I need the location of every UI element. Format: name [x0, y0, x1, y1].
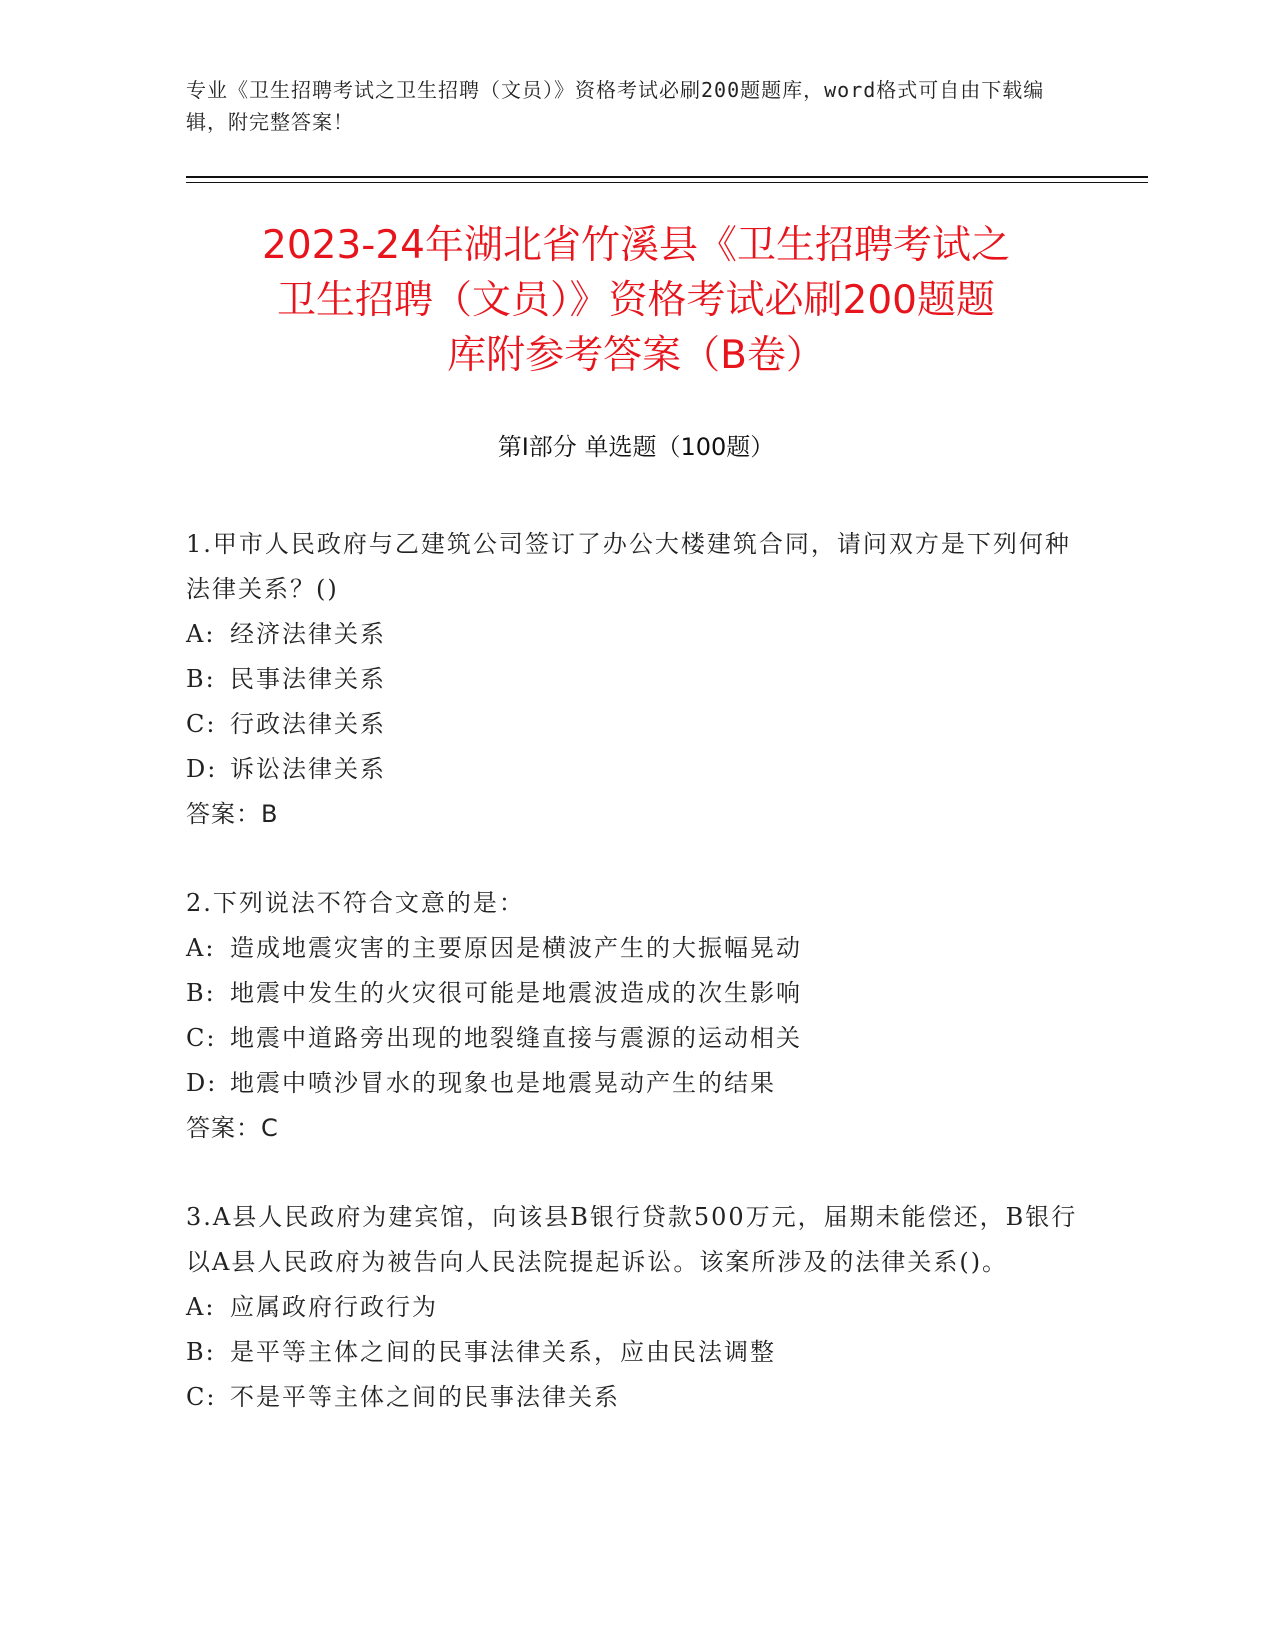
- option-key: A:: [186, 934, 216, 962]
- option-d: [186, 1061, 1086, 1106]
- question-1: [186, 522, 1086, 837]
- section-title: 第Ⅰ部分 单选题（100题）: [497, 433, 775, 461]
- answer: 答案：B: [186, 800, 279, 828]
- option-text: 不是平等主体之间的民事法律关系: [230, 1383, 620, 1411]
- option-key: B:: [186, 979, 216, 1007]
- option-text: 造成地震灾害的主要原因是横波产生的大振幅晃动: [230, 934, 802, 962]
- option-key: D:: [186, 1069, 218, 1097]
- question-2: [186, 881, 1086, 1151]
- option-key: B:: [186, 1338, 216, 1366]
- option-c: [186, 1375, 1086, 1420]
- title-line-1: 2023-24年湖北省竹溪县《卫生招聘考试之: [262, 223, 1010, 268]
- option-text: 地震中道路旁出现的地裂缝直接与震源的运动相关: [230, 1024, 802, 1052]
- option-key: A:: [186, 620, 216, 648]
- option-text: 应属政府行政行为: [230, 1293, 438, 1321]
- option-text: 民事法律关系: [230, 665, 386, 693]
- option-text: 地震中喷沙冒水的现象也是地震晃动产生的结果: [230, 1069, 776, 1097]
- option-d: [186, 747, 1086, 792]
- header-divider-thin: [186, 182, 1148, 183]
- option-a: [186, 612, 1086, 657]
- option-text: 诉讼法律关系: [230, 755, 386, 783]
- option-c: [186, 1016, 1086, 1061]
- option-b: [186, 971, 1086, 1016]
- option-key: A:: [186, 1293, 216, 1321]
- option-text: 经济法律关系: [230, 620, 386, 648]
- document-title: [186, 218, 1086, 383]
- header-divider-thick: [186, 176, 1148, 178]
- question-text: 1.甲市人民政府与乙建筑公司签订了办公大楼建筑合同，请问双方是下列何种法律关系？(): [186, 530, 1071, 603]
- question-list: [186, 522, 1086, 1464]
- option-key: D:: [186, 755, 218, 783]
- question-text: 2.下列说法不符合文意的是：: [186, 889, 525, 917]
- option-text: 地震中发生的火灾很可能是地震波造成的次生影响: [230, 979, 802, 1007]
- option-text: 行政法律关系: [230, 710, 386, 738]
- question-text: 3.A县人民政府为建宾馆，向该县B银行贷款500万元，届期未能偿还，B银行以A县人民政府为被告向人民法院提起诉讼。该案所涉及的法律关系()。: [186, 1203, 1078, 1276]
- option-a: [186, 1285, 1086, 1330]
- option-key: C:: [186, 1383, 217, 1411]
- answer: 答案：C: [186, 1114, 279, 1142]
- option-c: [186, 702, 1086, 747]
- document-header-note: 专业《卫生招聘考试之卫生招聘（文员）》资格考试必刷200题题库，word格式可自由下载编辑，附完整答案！: [186, 78, 1045, 134]
- option-b: [186, 1330, 1086, 1375]
- option-a: [186, 926, 1086, 971]
- option-key: B:: [186, 665, 216, 693]
- option-text: 是平等主体之间的民事法律关系，应由民法调整: [230, 1338, 776, 1366]
- option-b: [186, 657, 1086, 702]
- title-line-3: 库附参考答案（B卷）: [447, 333, 825, 378]
- option-key: C:: [186, 1024, 217, 1052]
- question-3: [186, 1195, 1086, 1420]
- option-key: C:: [186, 710, 217, 738]
- title-line-2: 卫生招聘（文员）》资格考试必刷200题题: [277, 278, 995, 323]
